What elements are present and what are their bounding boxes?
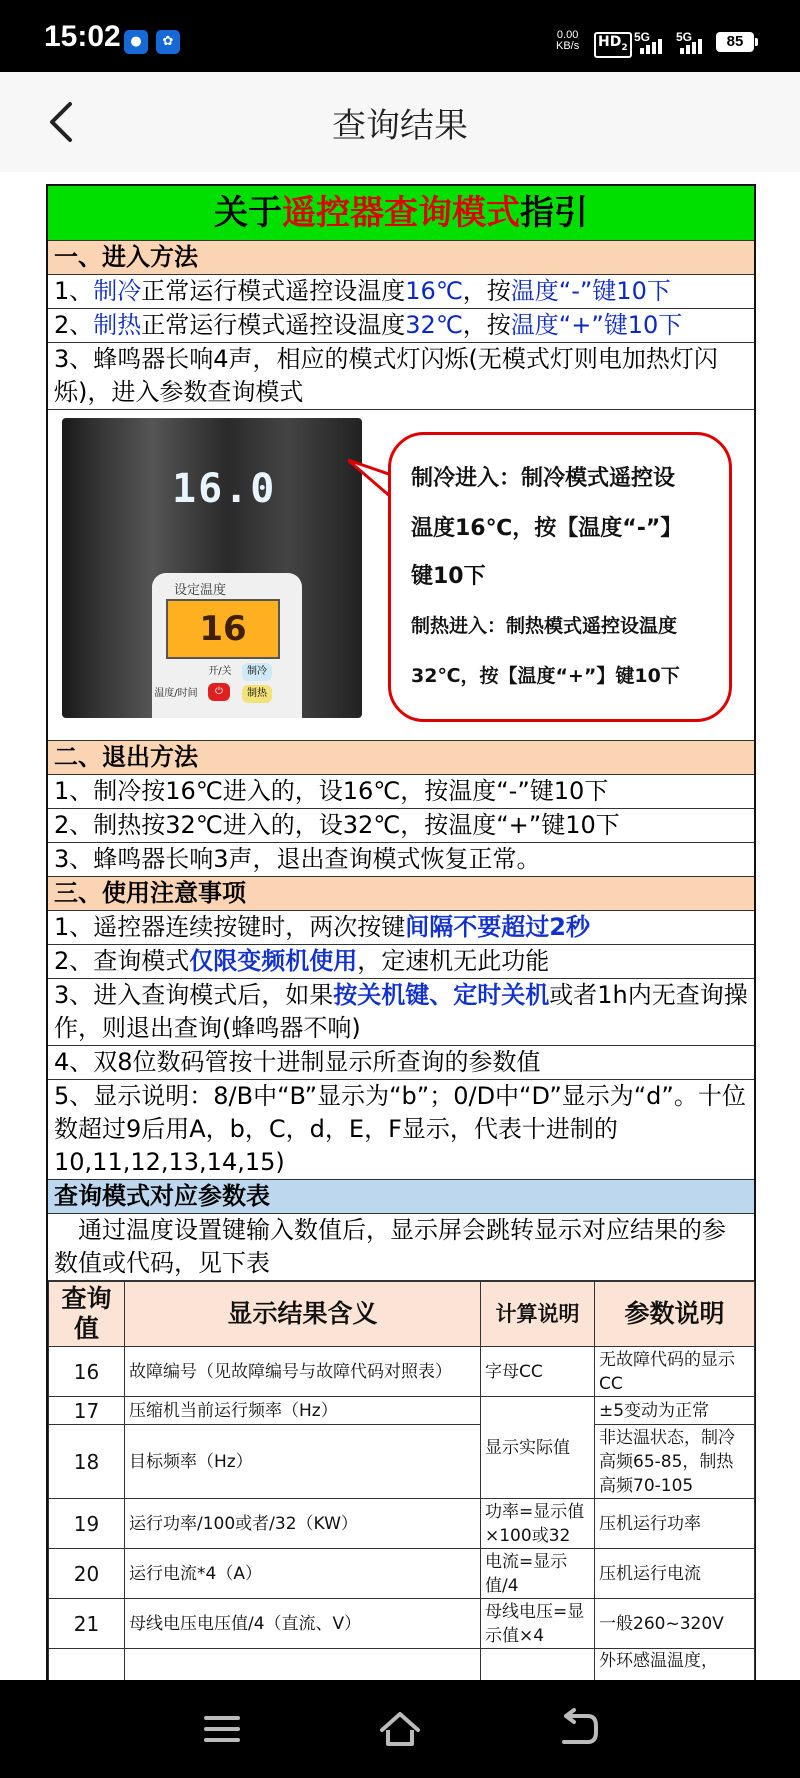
row-meaning: 母线电压电压值/4（直流、V） xyxy=(125,1599,481,1649)
net-speed-unit: KB/s xyxy=(556,40,580,52)
row-param: 外环感温温度， xyxy=(595,1649,755,1681)
doc-title-highlight: 遥控器查询模式 xyxy=(282,193,520,233)
remote-power-icon: ⏻ xyxy=(208,683,230,701)
enter-line-2-temp: 32℃ xyxy=(405,311,463,339)
row-param: 无故障代码的显示CC xyxy=(595,1347,755,1397)
enter-line-1-key: 温度“-”键10下 xyxy=(510,277,671,305)
enter-line-1 xyxy=(48,275,754,309)
params-table-header xyxy=(49,1282,755,1347)
exit-line-2: 2、制热按32℃进入的，设32℃，按温度“+”键10下 xyxy=(48,809,754,843)
remote-power-label: 开/关 xyxy=(208,666,232,677)
menu-icon[interactable] xyxy=(198,1706,246,1752)
row-code: 16 xyxy=(49,1347,125,1397)
signal-2-icon xyxy=(680,36,708,54)
row-meaning xyxy=(125,1649,481,1681)
params-heading: 查询模式对应参数表 xyxy=(48,1180,754,1214)
enter-line-1-mode: 制冷 xyxy=(93,277,142,305)
notes-line-2-post: ，定速机无此功能 xyxy=(357,947,550,975)
remote-label: 设定温度 xyxy=(174,583,227,598)
hd-label: HD xyxy=(598,34,622,50)
notes-line-2-bold: 仅限变频机使用 xyxy=(189,947,358,975)
callout-line-2: 温度16℃，按【温度“-”】 xyxy=(411,516,683,541)
doc-title-pre: 关于 xyxy=(214,193,282,233)
guide-document xyxy=(46,184,756,1680)
remote-lcd: 16 xyxy=(166,599,280,659)
notes-line-3 xyxy=(48,979,754,1046)
enter-line-2-press: ，按 xyxy=(462,311,511,339)
home-icon[interactable] xyxy=(376,1706,424,1752)
notes-heading: 三、使用注意事项 xyxy=(48,877,754,911)
callout-line-1: 制冷进入：制冷模式遥控设 xyxy=(411,466,676,491)
col-header-code: 查询值 xyxy=(49,1282,125,1347)
row-code: 19 xyxy=(49,1499,125,1549)
callout-line-3: 键10下 xyxy=(411,564,486,589)
app-notification-icon: ● xyxy=(124,30,148,54)
result-image-container[interactable] xyxy=(0,172,800,1680)
sim2-type: 5G xyxy=(676,30,693,44)
row-param: ±5变动为正常 xyxy=(595,1397,755,1425)
doc-title xyxy=(48,184,754,241)
remote-heat-button: 制热 xyxy=(242,685,272,703)
notes-line-4: 4、双8位数码管按十进制显示所查询的参数值 xyxy=(48,1046,754,1080)
params-table xyxy=(48,1281,755,1680)
ac-display-readout: 16.0 xyxy=(172,466,277,512)
table-row xyxy=(49,1499,755,1549)
enter-line-3: 3、蜂鸣器长响4声，相应的模式灯闪烁(无模式灯则电加热灯闪烁)，进入参数查询模式 xyxy=(48,343,754,410)
back-arrow-icon[interactable] xyxy=(554,1706,602,1752)
remote-cool-button: 制冷 xyxy=(242,663,272,681)
row-meaning: 运行功率/100或者/32（KW） xyxy=(125,1499,481,1549)
remote-control-image xyxy=(152,573,302,718)
row-calc: 母线电压=显示值×4 xyxy=(481,1599,595,1649)
table-row xyxy=(49,1549,755,1599)
enter-line-2-text: 正常运行模式遥控设温度 xyxy=(141,311,406,339)
row-param: 压机运行电流 xyxy=(595,1549,755,1599)
sim1-type: 5G xyxy=(634,30,651,44)
enter-line-2 xyxy=(48,309,754,343)
row-meaning: 目标频率（Hz） xyxy=(125,1425,481,1499)
row-calc: 显示实际值 xyxy=(481,1397,595,1499)
battery-tip xyxy=(755,38,758,46)
row-calc: 字母CC xyxy=(481,1347,595,1397)
col-header-meaning: 显示结果含义 xyxy=(125,1282,481,1347)
photo-section xyxy=(48,410,754,741)
params-intro: 通过温度设置键输入数值后，显示屏会跳转显示对应结果的参数值或代码，见下表 xyxy=(48,1214,754,1281)
header-bar xyxy=(0,72,800,173)
row-code: 21 xyxy=(49,1599,125,1649)
row-code xyxy=(49,1649,125,1681)
table-row xyxy=(49,1649,755,1681)
notes-line-1 xyxy=(48,911,754,945)
table-row xyxy=(49,1397,755,1425)
col-header-param: 参数说明 xyxy=(595,1282,755,1347)
enter-line-2-key: 温度“+”键10下 xyxy=(510,311,683,339)
notes-line-5: 5、显示说明：8/B中“B”显示为“b”；0/D中“D”显示为“d”。十位数超过9后用A，b，C，d，E，F显示，代表十进制的10,11,12,13,14,15) xyxy=(48,1080,754,1180)
notes-line-2-text: 2、查询模式 xyxy=(54,947,190,975)
row-meaning: 故障编号（见故障编号与故障代码对照表） xyxy=(125,1347,481,1397)
instruction-callout xyxy=(388,432,732,722)
notes-line-1-text: 1、遥控器连续按键时，两次按键 xyxy=(54,913,406,941)
enter-line-2-pre: 2、 xyxy=(54,311,94,339)
hd-voice-icon xyxy=(594,32,632,58)
status-time: 15:02 xyxy=(44,20,121,53)
net-speed xyxy=(556,30,579,52)
row-code: 20 xyxy=(49,1549,125,1599)
page-title: 查询结果 xyxy=(332,106,468,146)
enter-line-1-press: ，按 xyxy=(462,277,511,305)
ac-remote-photo xyxy=(62,418,362,718)
enter-line-1-pre: 1、 xyxy=(54,277,94,305)
row-meaning: 运行电流*4（A） xyxy=(125,1549,481,1599)
row-calc xyxy=(481,1649,595,1681)
notes-line-1-bold: 间隔不要超过2秒 xyxy=(405,913,590,941)
enter-heading: 一、进入方法 xyxy=(48,241,754,275)
callout-line-4: 制热进入：制热模式遥控设温度 xyxy=(411,615,678,637)
notes-line-3-bold: 按关机键、定时关机 xyxy=(333,981,550,1009)
paw-notification-icon: ✿ xyxy=(156,30,180,54)
enter-line-2-mode: 制热 xyxy=(93,311,142,339)
row-calc: 功率=显示值×100或32 xyxy=(481,1499,595,1549)
net-speed-value: 0.00 xyxy=(556,29,579,41)
row-code: 18 xyxy=(49,1425,125,1499)
exit-line-1: 1、制冷按16℃进入的，设16℃，按温度“-”键10下 xyxy=(48,775,754,809)
signal-1-icon xyxy=(640,36,668,54)
doc-title-post: 指引 xyxy=(520,193,588,233)
exit-line-3: 3、蜂鸣器长响3声，退出查询模式恢复正常。 xyxy=(48,843,754,877)
notes-line-3-text: 3、进入查询模式后，如果 xyxy=(54,981,334,1009)
table-row xyxy=(49,1599,755,1649)
notes-line-2 xyxy=(48,945,754,979)
status-bar xyxy=(0,0,800,72)
table-row xyxy=(49,1347,755,1397)
row-param: 一般260~320V xyxy=(595,1599,755,1649)
exit-heading: 二、退出方法 xyxy=(48,741,754,775)
remote-temp-arrows: 温度/时间 xyxy=(154,688,198,699)
row-calc: 电流=显示值/4 xyxy=(481,1549,595,1599)
row-param: 压机运行功率 xyxy=(595,1499,755,1549)
battery-icon: 85 xyxy=(716,32,754,52)
callout-line-5: 32℃，按【温度“+”】键10下 xyxy=(411,665,680,687)
row-meaning: 压缩机当前运行频率（Hz） xyxy=(125,1397,481,1425)
notes-line-3-post: 或者1h内无查询操作，则退出查询(蜂鸣器不响) xyxy=(54,981,748,1042)
col-header-calc: 计算说明 xyxy=(481,1282,595,1347)
hd-sub: 2 xyxy=(621,42,628,53)
table-row xyxy=(49,1425,755,1499)
row-param: 非达温状态，制冷高频65-85，制热高频70-105 xyxy=(595,1425,755,1499)
system-nav-bar xyxy=(0,1680,800,1778)
enter-line-1-text: 正常运行模式遥控设温度 xyxy=(141,277,406,305)
enter-line-1-temp: 16℃ xyxy=(405,277,463,305)
row-code: 17 xyxy=(49,1397,125,1425)
